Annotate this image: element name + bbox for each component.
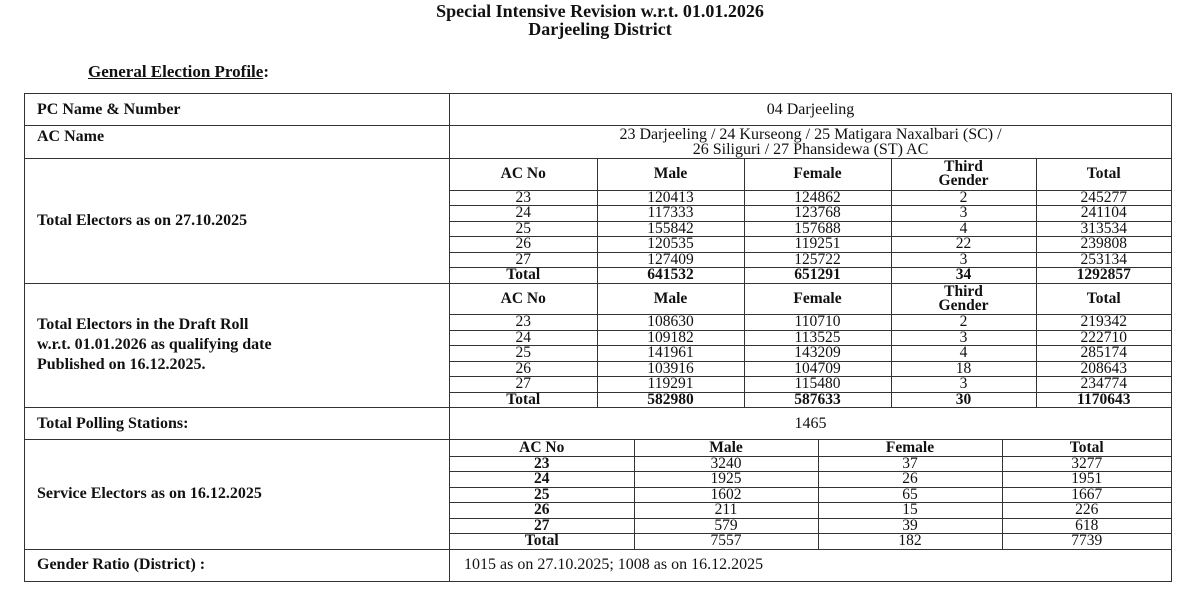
cell: 120413 (597, 190, 744, 206)
draft-roll-table (450, 284, 1171, 408)
draft-roll-row (25, 283, 1172, 408)
cell: 117333 (597, 206, 744, 222)
cell: 127409 (597, 252, 744, 268)
table-row (450, 315, 1171, 331)
cell: 113525 (744, 330, 891, 346)
table-row (450, 206, 1171, 222)
cell: 4 (891, 221, 1036, 237)
polling-row (25, 408, 1172, 440)
col-header-female: Female (744, 159, 891, 190)
cell: 1925 (634, 472, 818, 488)
col-header-female: Female (744, 284, 891, 315)
gender-ratio-row (25, 549, 1172, 581)
draft-roll-label-line: w.r.t. 01.01.2026 as qualifying date (37, 336, 272, 354)
cell: 15 (818, 503, 1002, 519)
table-row (450, 237, 1171, 253)
cell: 18 (891, 361, 1036, 377)
total-female: 182 (818, 534, 1002, 549)
pc-label: PC Name & Number (25, 94, 450, 126)
cell: 245277 (1036, 190, 1171, 206)
third-label: Third (944, 158, 983, 176)
section-title-text: General Election Profile (88, 62, 264, 81)
cell: 104709 (744, 361, 891, 377)
electors-2025-row (25, 159, 1172, 284)
cell: 23 (450, 315, 597, 331)
total-label: Total (450, 534, 634, 549)
draft-roll-cell (450, 283, 1172, 408)
service-row (25, 440, 1172, 550)
cell: 103916 (597, 361, 744, 377)
electors-2025-label: Total Electors as on 27.10.2025 (25, 159, 450, 284)
cell: 2 (891, 315, 1036, 331)
col-header-total: Total (1002, 440, 1171, 456)
electors-2025-header-row (450, 159, 1171, 190)
cell: 239808 (1036, 237, 1171, 253)
ac-line-2: 26 Siliguri / 27 Phansidewa (ST) AC (692, 141, 929, 158)
table-row (450, 472, 1171, 488)
cell: 26 (450, 237, 597, 253)
draft-roll-label-line: Total Electors in the Draft Roll (37, 316, 249, 334)
cell: 1602 (634, 487, 818, 503)
service-cell (450, 440, 1172, 550)
total-all: 7739 (1002, 534, 1171, 549)
cell: 157688 (744, 221, 891, 237)
cell: 110710 (744, 315, 891, 331)
cell: 26 (450, 361, 597, 377)
total-label: Total (450, 392, 597, 407)
cell: 141961 (597, 346, 744, 362)
cell: 143209 (744, 346, 891, 362)
total-all: 1170643 (1036, 392, 1171, 407)
table-row (450, 377, 1171, 393)
col-header-male: Male (597, 159, 744, 190)
electors-2025-cell (450, 159, 1172, 284)
cell: 23 (450, 190, 597, 206)
cell: 313534 (1036, 221, 1171, 237)
document-header (0, 2, 1200, 38)
cell: 108630 (597, 315, 744, 331)
draft-roll-header-row (450, 284, 1171, 315)
cell: 109182 (597, 330, 744, 346)
col-header-male: Male (597, 284, 744, 315)
col-header-ac-no: AC No (450, 159, 597, 190)
cell: 123768 (744, 206, 891, 222)
pc-row (25, 94, 1172, 126)
draft-roll-label (25, 283, 450, 408)
cell: 27 (450, 252, 597, 268)
section-title (88, 62, 269, 82)
total-third-gender: 34 (891, 268, 1036, 283)
col-header-female: Female (818, 440, 1002, 456)
election-profile-table (24, 93, 1172, 582)
third-label: Third (944, 282, 983, 300)
col-header-third-gender (891, 159, 1036, 190)
cell: 3 (891, 206, 1036, 222)
total-male: 7557 (634, 534, 818, 549)
cell: 3240 (634, 456, 818, 472)
cell: 1951 (1002, 472, 1171, 488)
cell: 234774 (1036, 377, 1171, 393)
cell: 226 (1002, 503, 1171, 519)
col-header-ac-no: AC No (450, 440, 634, 456)
electors-2025-table (450, 159, 1171, 283)
cell: 253134 (1036, 252, 1171, 268)
ac-row (25, 126, 1172, 159)
cell: 1667 (1002, 487, 1171, 503)
total-male: 641532 (597, 268, 744, 283)
cell: 23 (450, 456, 634, 472)
cell: 119291 (597, 377, 744, 393)
cell: 241104 (1036, 206, 1171, 222)
cell: 65 (818, 487, 1002, 503)
cell: 618 (1002, 518, 1171, 534)
total-all: 1292857 (1036, 268, 1171, 283)
pc-value: 04 Darjeeling (450, 94, 1172, 126)
table-row (450, 346, 1171, 362)
cell: 25 (450, 487, 634, 503)
header-district: Darjeeling District (528, 19, 672, 39)
col-header-total: Total (1036, 159, 1171, 190)
cell: 115480 (744, 377, 891, 393)
cell: 4 (891, 346, 1036, 362)
service-table (450, 440, 1171, 549)
cell: 3 (891, 377, 1036, 393)
draft-roll-label-line: Published on 16.12.2025. (37, 356, 206, 374)
cell: 22 (891, 237, 1036, 253)
cell: 37 (818, 456, 1002, 472)
cell: 26 (450, 503, 634, 519)
col-header-ac-no: AC No (450, 284, 597, 315)
cell: 222710 (1036, 330, 1171, 346)
gender-ratio-label: Gender Ratio (District) : (25, 549, 450, 581)
section-title-colon: : (263, 62, 269, 81)
cell: 3 (891, 330, 1036, 346)
col-header-male: Male (634, 440, 818, 456)
cell: 24 (450, 206, 597, 222)
total-row (450, 268, 1171, 283)
total-male: 582980 (597, 392, 744, 407)
polling-value: 1465 (450, 408, 1172, 440)
total-row (450, 534, 1171, 549)
gender-label: Gender (938, 172, 989, 190)
total-female: 587633 (744, 392, 891, 407)
total-row (450, 392, 1171, 407)
ac-value (450, 126, 1172, 159)
cell: 2 (891, 190, 1036, 206)
total-third-gender: 30 (891, 392, 1036, 407)
total-label: Total (450, 268, 597, 283)
cell: 3 (891, 252, 1036, 268)
cell: 211 (634, 503, 818, 519)
cell: 125722 (744, 252, 891, 268)
cell: 579 (634, 518, 818, 534)
cell: 39 (818, 518, 1002, 534)
cell: 25 (450, 346, 597, 362)
col-header-total: Total (1036, 284, 1171, 315)
cell: 208643 (1036, 361, 1171, 377)
cell: 120535 (597, 237, 744, 253)
ac-line-1: 23 Darjeeling / 24 Kurseong / 25 Matigara Naxalbari (SC) / (619, 126, 1002, 143)
cell: 119251 (744, 237, 891, 253)
cell: 3277 (1002, 456, 1171, 472)
cell: 24 (450, 472, 634, 488)
table-row (450, 503, 1171, 519)
cell: 124862 (744, 190, 891, 206)
cell: 155842 (597, 221, 744, 237)
table-row (450, 456, 1171, 472)
cell: 27 (450, 518, 634, 534)
cell: 24 (450, 330, 597, 346)
cell: 25 (450, 221, 597, 237)
cell: 285174 (1036, 346, 1171, 362)
service-header-row (450, 440, 1171, 456)
table-row (450, 487, 1171, 503)
gender-ratio-value: 1015 as on 27.10.2025; 1008 as on 16.12.2025 (450, 549, 1172, 581)
cell: 26 (818, 472, 1002, 488)
cell: 27 (450, 377, 597, 393)
col-header-third-gender (891, 284, 1036, 315)
gender-label: Gender (938, 296, 989, 314)
header-title: Special Intensive Revision w.r.t. 01.01.2026 (436, 1, 764, 21)
polling-label: Total Polling Stations: (25, 408, 450, 440)
cell: 219342 (1036, 315, 1171, 331)
total-female: 651291 (744, 268, 891, 283)
ac-label: AC Name (25, 126, 450, 159)
service-label: Service Electors as on 16.12.2025 (25, 440, 450, 550)
